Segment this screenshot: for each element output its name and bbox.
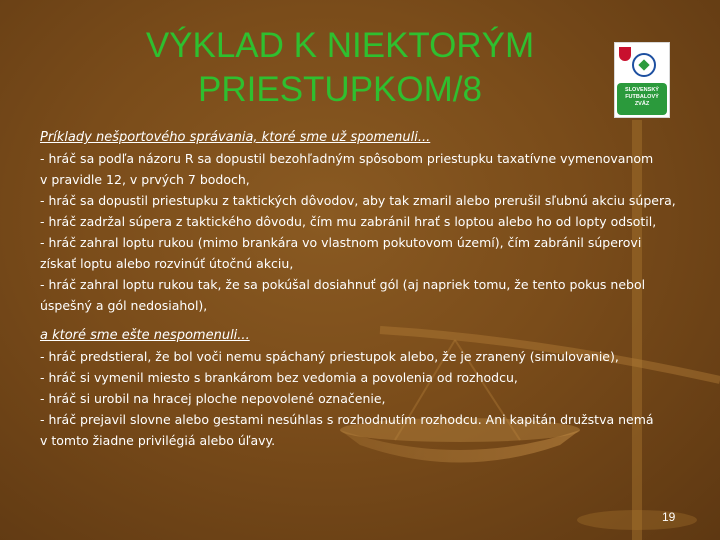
- list-item: získať loptu alebo rozvinúť útočnú akciu,: [40, 256, 294, 271]
- list-item: - hráč zahral loptu rukou tak, že sa pokúšal dosiahnuť gól (aj napriek tomu, že tento pokus nebol: [40, 277, 646, 292]
- football-icon: [632, 53, 656, 77]
- slide-body: [40, 128, 680, 451]
- list-item: úspešný a gól nedosiahol),: [40, 298, 208, 313]
- slovak-shield-icon: [619, 47, 631, 61]
- logo-text-line-2: FUTBALOVÝ: [625, 94, 659, 100]
- list-item: - hráč si vymenil miesto s brankárom bez vedomia a povolenia od rozhodcu,: [40, 370, 518, 385]
- list-item: v pravidle 12, v prvých 7 bodoch,: [40, 172, 250, 187]
- page-number: 19: [662, 510, 676, 524]
- slide-title: [120, 24, 560, 112]
- list-item: - hráč zahral loptu rukou (mimo brankára vo vlastnom pokutovom území), čím zabránil súperovi: [40, 235, 642, 250]
- section-heading-not-yet-mentioned: a ktoré sme ešte nespomenuli...: [40, 328, 250, 343]
- logo-text: [617, 83, 667, 115]
- list-item: - hráč zadržal súpera z taktického dôvodu, čím mu zabránil hrať s loptou alebo ho od lopty odsotil,: [40, 214, 657, 229]
- section-heading-examples: Príklady nešportového správania, ktoré sme už spomenuli...: [40, 130, 431, 145]
- slide-title-line-2: PRIESTUPKOM/8: [198, 70, 482, 109]
- slide-title-line-1: VÝKLAD K NIEKTORÝM: [145, 26, 535, 65]
- sfz-logo: [614, 42, 670, 118]
- list-item: - hráč predstieral, že bol voči nemu spáchaný priestupok alebo, že je zranený (simulovanie),: [40, 349, 619, 364]
- list-item: - hráč sa dopustil priestupku z taktických dôvodov, aby tak zmaril alebo prerušil sľubnú akciu súpera,: [40, 193, 676, 208]
- list-item: v tomto žiadne privilégiá alebo úľavy.: [40, 433, 276, 448]
- logo-text-line-3: ZVÄZ: [634, 101, 650, 107]
- logo-text-line-1: SLOVENSKÝ: [625, 87, 659, 93]
- list-item: - hráč prejavil slovne alebo gestami nesúhlas s rozhodnutím rozhodcu. Ani kapitán družstva nemá: [40, 412, 654, 427]
- list-item: - hráč si urobil na hracej ploche nepovolené označenie,: [40, 391, 386, 406]
- list-item: - hráč sa podľa názoru R sa dopustil bezohľadným spôsobom priestupku taxatívne vymenovanom: [40, 151, 654, 166]
